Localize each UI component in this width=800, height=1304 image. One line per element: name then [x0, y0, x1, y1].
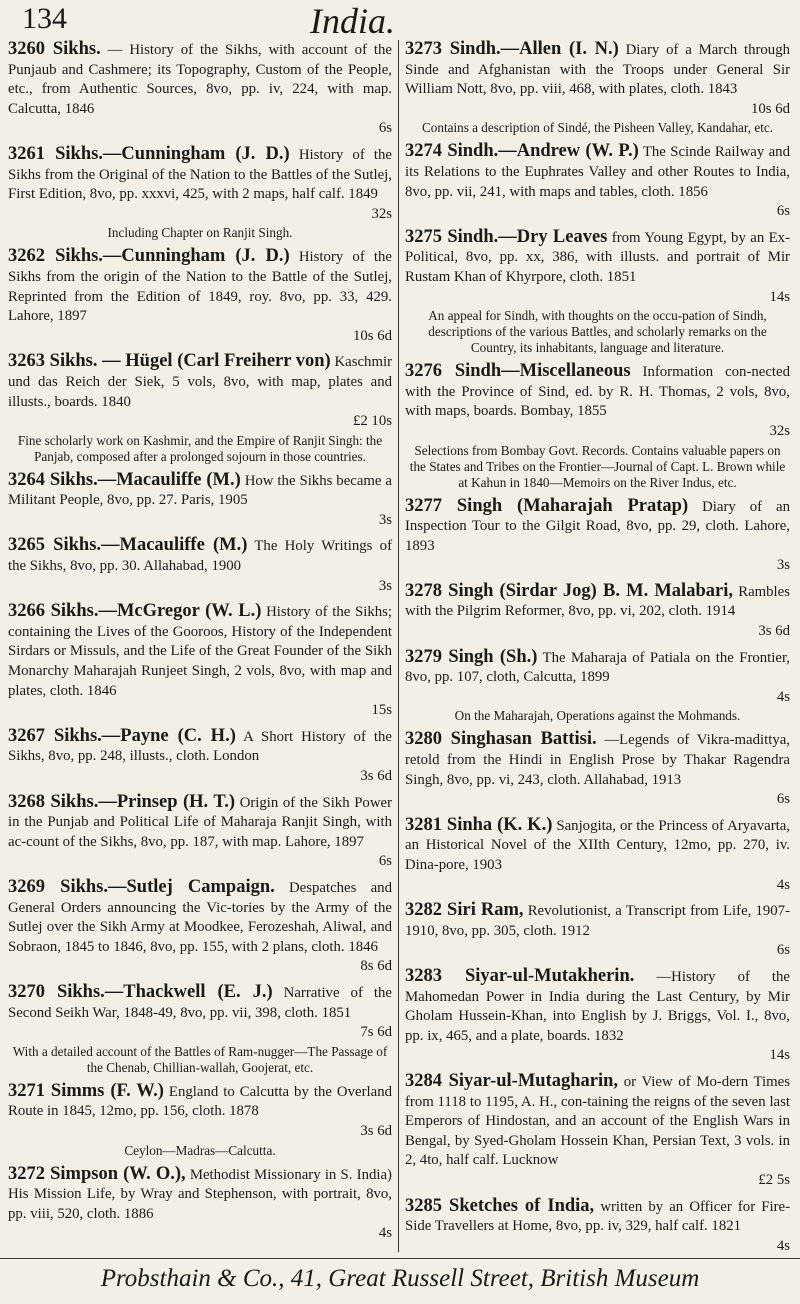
entry-description: Information con-nected with the Province of Sind, ed. by R. H. Thomas, 2 vols, 8vo, with maps, boards. Bombay, 1855 [405, 364, 790, 420]
catalogue-entry [405, 967, 790, 1066]
entry-price: 3s 6d [758, 623, 790, 640]
entry-description: The Scinde Railway and its Relations to the Euphrates Valley and other Routes to India, 8vo, pp. vii, 241, with maps and tables, cloth. 1856 [405, 144, 790, 200]
catalogue-entry [8, 1082, 392, 1159]
entry-heading: 3267 Sikhs.—Payne (C. H.) [8, 725, 236, 746]
entry-description: written by an Officer for Fire-Side Travellers at Home, 8vo, pp. iv, 329, half calf. 1821 [405, 1198, 791, 1235]
catalogue-entry [8, 602, 392, 721]
entry-heading: 3281 Sinha (K. K.) [405, 814, 553, 835]
entry-description: A Short History of the Sikhs, 8vo, pp. 248, illusts., cloth. London [8, 728, 392, 765]
catalogue-entry [405, 901, 790, 961]
entry-heading: 3273 Sindh.—Allen (I. N.) [405, 40, 619, 59]
catalogue-entry [8, 247, 392, 346]
entry-description: Sanjogita, or the Princess of Aryavarta, an Historical Novel of the XIIth Century, 12mo, pp. 270, iv. Dina-pore, 1903 [405, 817, 791, 873]
catalogue-entry [405, 362, 790, 490]
entry-note: Including Chapter on Ranjit Singh. [107, 225, 293, 241]
entry-note: Ceylon—Madras—Calcutta. [124, 1142, 276, 1158]
entry-price: 32s [371, 205, 392, 222]
publisher-footer: Probsthain & Co., 41, Great Russell Street, British Museum [0, 1258, 800, 1293]
entry-heading: 3271 Simms (F. W.) [8, 1080, 164, 1101]
catalogue-entry [405, 1072, 790, 1191]
entry-description: History of the Sikhs; containing the Lives of the Gooroos, History of the Independent Sirdars or Missuls, and the Life of the Great Founder of the Sikh Monarchy Maharajah Runjeet Singh, 2 vols, 8vo, with map and plates, cloth. 1846 [8, 604, 392, 699]
entry-heading: 3265 Sikhs.—Macauliffe (M.) [8, 535, 248, 556]
entry-heading: 3261 Sikhs.—Cunningham (J. D.) [8, 143, 290, 164]
entry-price: 4s [776, 688, 790, 705]
catalogue-entry [8, 983, 392, 1076]
entry-description: History of the Sikhs from the origin of the Nation to the Battle of the Sutlej, Reprinted from the Edition of 1849, roy. 8vo, pp. 33, 429. Lahore, 1897 [8, 249, 392, 325]
entry-heading: 3282 Siri Ram, [405, 900, 524, 921]
entry-heading: 3283 Siyar-ul-Mutakherin. [405, 965, 635, 986]
catalogue-entry [8, 352, 392, 464]
catalogue-entry [405, 142, 790, 221]
entry-description: from Young Egypt, by an Ex-Political, 8vo, pp. xx, 386, with illusts. and portrait of Mir Rustam Khan of Khyrpore, cloth. 1851 [405, 229, 790, 285]
entry-heading: 3274 Sindh.—Andrew (W. P.) [405, 141, 639, 162]
entry-price: 6s [776, 791, 790, 808]
entry-heading: 3260 Sikhs. [8, 40, 101, 59]
entry-description: Diary of an Inspection Tour to the Gilgit Road, 8vo, pp. 29, cloth. Lahore, 1893 [405, 498, 791, 554]
left-column [4, 40, 399, 1252]
entry-heading: 3279 Singh (Sh.) [405, 646, 538, 667]
entry-price: £2 10s [352, 413, 392, 430]
entry-description: History of the Sikhs from the Original of the Nation to the Battles of the Sutlej, First Edition, 8vo, pp. xxxvi, 425, with 2 maps, half calf. 1849 [8, 146, 392, 203]
entry-heading: 3272 Simpson (W. O.), [8, 1163, 186, 1184]
entry-description: —History of the Mahomedan Power in India during the Last Century, by Mir Gholam Hussein-Khan, into English by J. Briggs, Vol. I., 8vo, pp. ix, 465, and a plate, boards. 1832 [405, 968, 790, 1044]
entry-heading: 3270 Sikhs.—Thackwell (E. J.) [8, 981, 273, 1002]
catalogue-entry [405, 40, 790, 136]
entry-price: 3s 6d [360, 1122, 392, 1139]
catalogue-columns [4, 40, 794, 1252]
entry-heading: 3266 Sikhs.—McGregor (W. L.) [8, 601, 262, 622]
catalogue-entry [405, 497, 790, 576]
entry-price: 14s [769, 288, 790, 305]
entry-note: An appeal for Sindh, with thoughts on the occu-pation of Sindh, descriptions of the various Battles, and scholarly remarks on the Country, its inhabitants, language and literature. [428, 308, 767, 356]
catalogue-entry [8, 878, 392, 977]
entry-heading: 3275 Sindh.—Dry Leaves [405, 226, 608, 247]
entry-heading: 3277 Singh (Maharajah Pratap) [405, 495, 689, 516]
entry-description: —Legends of Vikra-madittya, retold from the Hindi in English Prose by Thakar Ragendra Singh, 8vo, pp. vi, 243, cloth. Allahabad, 1913 [405, 732, 791, 788]
entry-price: 3s 6d [360, 768, 392, 784]
catalogue-entry [405, 1197, 790, 1253]
entry-description: or View of Mo-dern Times from 1118 to 1195, A. H., con-taining the reigns of the seven last Emperors of Hindostan, and an account of the English Wars in Bengal, by Syed-Gholam Hossein Khan, Persian Text, 3 vols. in 2, 4to, half calf. Lucknow [405, 1073, 790, 1169]
entry-heading: 3263 Sikhs. — Hügel (Carl Freiherr von) [8, 351, 331, 372]
catalogue-entry [405, 648, 790, 725]
entry-note: With a detailed account of the Battles of Ram-nugger—The Passage of the Chenab, Chillian-wallah, Goojerat, etc. [12, 1043, 388, 1075]
entry-heading: 3268 Sikhs.—Prinsep (H. T.) [8, 791, 236, 812]
entry-price: 6s [378, 853, 392, 870]
page-number: 134 [22, 2, 67, 35]
entry-price: 4s [776, 876, 790, 893]
entry-description: England to Calcutta by the Overland Route in 1845, 12mo, pp. 156, cloth. 1878 [8, 1083, 392, 1120]
running-title: India. [310, 1, 395, 41]
entry-heading: 3284 Siyar-ul-Mutagharin, [405, 1070, 619, 1091]
entry-heading: 3264 Sikhs.—Macauliffe (M.) [8, 469, 241, 490]
catalogue-entry [405, 228, 790, 356]
catalogue-entry [405, 582, 790, 642]
catalogue-entry [8, 1165, 392, 1244]
entry-price: 6s [378, 120, 392, 137]
catalogue-entry [8, 793, 392, 872]
entry-heading: 3278 Singh (Sirdar Jog) B. M. Malabari, [405, 580, 733, 601]
entry-description: The Holy Writings of the Sikhs, 8vo, pp. 30. Allahabad, 1900 [8, 538, 393, 575]
entry-description: Despatches and General Orders announcing the Vic-tories by the Army of the Sutlej over the Sikh Army at Moodkee, Ferozeshah, Aliwal, and Sobraon, 1845 to 1846, 8vo, pp. 155, with 2 plans, cloth. 1846 [8, 879, 392, 955]
entry-heading: 3262 Sikhs.—Cunningham (J. D.) [8, 246, 290, 267]
entry-price: 3s [776, 557, 790, 574]
entry-price: £2 5s [758, 1171, 790, 1188]
entry-price: 3s [378, 577, 392, 594]
entry-price: 4s [378, 1225, 392, 1242]
catalogue-entry [405, 816, 790, 895]
catalogue-entry [8, 40, 392, 139]
entry-description: How the Sikhs became a Militant People, 8vo, pp. 27. Paris, 1905 [8, 472, 392, 509]
entry-note: Fine scholarly work on Kashmir, and the Empire of Ranjit Singh: the Panjab, composed after a prolonged sojourn in those countries. [17, 432, 383, 464]
entry-price: 10s 6d [352, 327, 392, 344]
catalogue-entry [8, 145, 392, 241]
entry-description: Kaschmir und das Reich der Siek, 5 vols, 8vo, with map, plates and illusts., boards. 1840 [8, 354, 392, 410]
entry-price: 6s [776, 942, 790, 959]
catalogue-entry [8, 536, 392, 596]
entry-description: — History of the Sikhs, with account of the Punjaub and Cashmere; its Topography, Custom of the People, etc., from Authentic Sources, 8vo, pp. iv, 224, with map. Calcutta, 1846 [8, 42, 393, 117]
catalogue-entry [405, 730, 790, 809]
entry-price: 15s [371, 702, 392, 719]
entry-note: Selections from Bombay Govt. Records. Contains valuable papers on the States and Tribes on the Frontier—Journal of Capt. L. Brown while at Kahun in 1840—Memoirs on the River Indus, etc. [409, 442, 786, 490]
entry-price: 7s 6d [360, 1024, 392, 1041]
entry-price: 8s 6d [360, 958, 392, 975]
entry-description: Rambles with the Pilgrim Reformer, 8vo, pp. vi, 202, cloth. 1914 [405, 583, 790, 620]
entry-price: 14s [769, 1047, 790, 1064]
entry-description: The Maharaja of Patiala on the Frontier, 8vo, pp. 107, cloth, Calcutta, 1899 [405, 649, 790, 686]
entry-price: 10s 6d [750, 100, 790, 117]
entry-price: 4s [776, 1237, 790, 1252]
entry-note: Contains a description of Sindé, the Pisheen Valley, Kandahar, etc. [421, 120, 774, 136]
entry-description: Methodist Missionary in S. India) His Mission Life, by Wray and Stephenson, with portrait, 8vo, pp. viii, 520, cloth. 1886 [8, 1166, 392, 1222]
entry-heading: 3269 Sikhs.—Sutlej Campaign. [8, 876, 275, 897]
entry-description: Revolutionist, a Transcript from Life, 1907-1910, 8vo, pp. 305, cloth. 1912 [405, 903, 790, 939]
catalogue-entry [8, 727, 392, 787]
entry-heading: 3276 Sindh—Miscellaneous [405, 361, 631, 382]
entry-heading: 3280 Singhasan Battisi. [405, 729, 597, 750]
entry-price: 32s [769, 422, 790, 439]
entry-description: Narrative of the Second Seikh War, 1848-49, 8vo, pp. vii, 398, cloth. 1851 [8, 984, 392, 1021]
entry-price: 3s [378, 511, 392, 528]
entry-description: Origin of the Sikh Power in the Punjab and Political Life of Maharaja Ranjit Singh, with ac-count of the Sikhs, 8vo, pp. 187, with map. Lahore, 1897 [8, 794, 392, 850]
entry-heading: 3285 Sketches of India, [405, 1195, 595, 1216]
entry-note: On the Maharajah, Operations against the Mohmands. [454, 708, 741, 724]
entry-description: Diary of a March through Sinde and Afghanistan with the Troops under General Sir William Nott, 8vo, pp. viii, 468, with plates, cloth. 1843 [405, 42, 790, 98]
entry-price: 6s [776, 203, 790, 220]
right-column [399, 40, 794, 1252]
catalogue-entry [8, 471, 392, 531]
